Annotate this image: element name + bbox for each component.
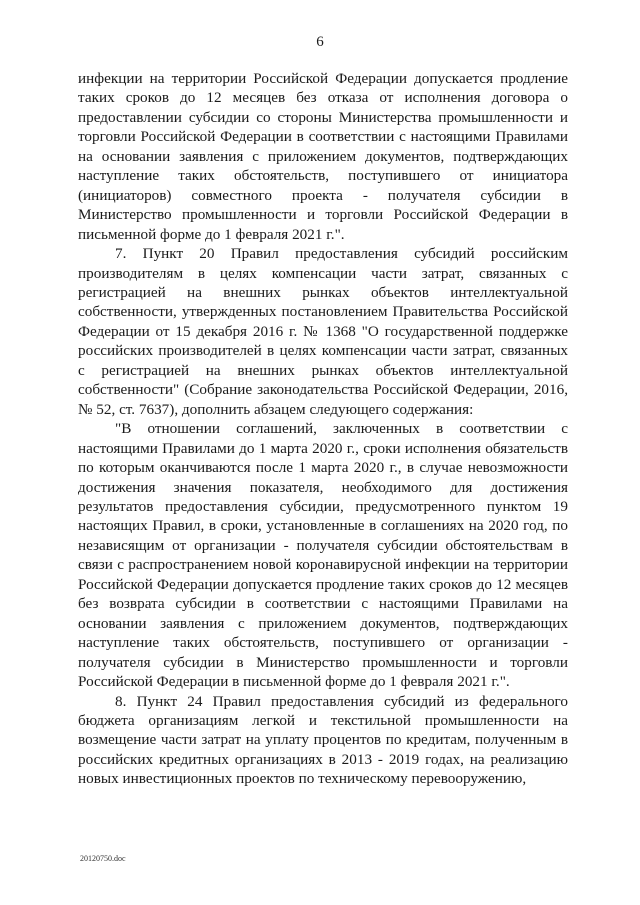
paragraph-item-8: 8. Пункт 24 Правил предоставления субсидий из федерального бюджета организациям легкой и текстильной промышленности на возмещение части затрат на уплату процентов по кредитам, полученным в российских кредитных организациях в 2013 - 2019 годах, на реализацию новых инвестиционных проектов по техническому перевооружению, [78, 692, 568, 788]
paragraph-continuation: инфекции на территории Российской Федерации допускается продление таких сроков до 12 месяцев без отказа от исполнения договора о предоставлении субсидии со стороны Министерства промышленности и торговли Российской Федерации в соответствии с настоящими Правилами на основании заявления с приложением документов, подтверждающих наступление таких обстоятельств, поступившего от инициатора (инициаторов) совместного проекта - получателя субсидии в Министерство промышленности и торговли Российской Федерации в письменной форме до 1 февраля 2021 г.". [78, 70, 568, 243]
footer-filename: 20120750.doc [80, 854, 126, 863]
page-number: 6 [316, 34, 324, 50]
paragraph-quote: "В отношении соглашений, заключенных в соответствии с настоящими Правилами до 1 марта 2020 г., сроки исполнения обязательств по которым оканчиваются после 1 марта 2020 г., в случае невозможности достижения значения показателя, необходимого для достижения результатов предоставления субсидии, предусмотренного пунктом 19 настоящих Правил, в сроки, установленные в соглашениях на 2020 год, по независящим от организации - получателя субсидии обстоятельствам в связи с распространением новой коронавирусной инфекции на территории Российской Федерации допускается продление таких сроков до 12 месяцев без возврата субсидии в соответствии с настоящими Правилами на основании заявления с приложением документов, подтверждающих наступление таких обстоятельств, поступившего от организации - получателя субсидии в Министерство промышленности и торговли Российской Федерации в письменной форме до 1 февраля 2021 г.". [78, 420, 568, 691]
paragraph-item-7: 7. Пункт 20 Правил предоставления субсидий российским производителям в целях компенсации части затрат, связанных с регистрацией на внешних рынках объектов интеллектуальной собственности, утвержденных постановлением Правительства Российской Федерации от 15 декабря 2016 г. № 1368 "О государственной поддержке российских производителей в целях компенсации части затрат, связанных с регистрацией на внешних рынках объектов интеллектуальной собственности" (Собрание законодательства Российской Федерации, 2016, № 52, ст. 7637), дополнить абзацем следующего содержания: [78, 245, 568, 418]
document-body [78, 69, 568, 789]
